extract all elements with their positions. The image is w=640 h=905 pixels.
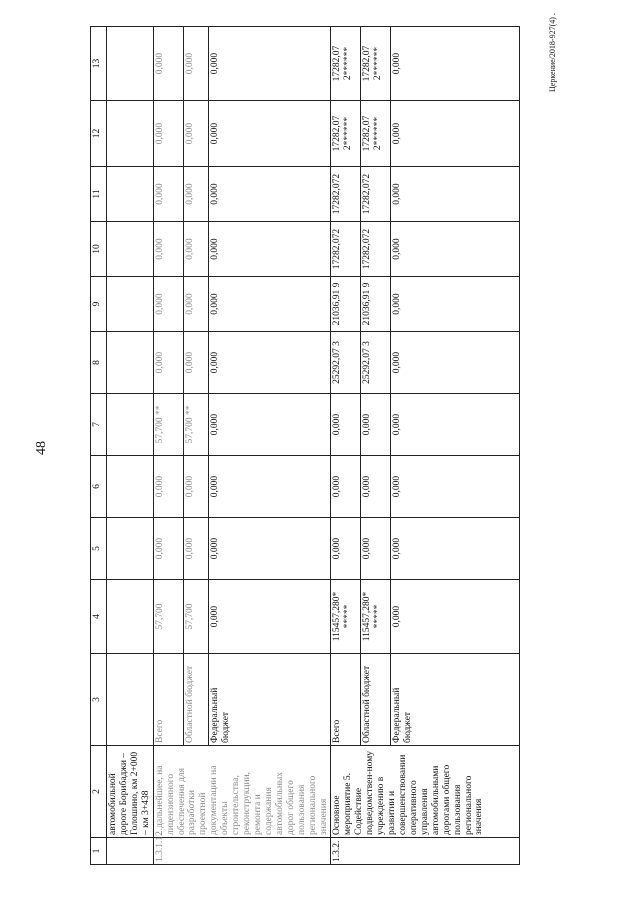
funding-source: Федеральный бюджет xyxy=(208,654,331,746)
budget-table-container xyxy=(90,27,520,865)
value-cell xyxy=(107,332,154,394)
value-cell: 115457,280* ***** xyxy=(361,580,391,654)
value-cell: 0,000 xyxy=(361,394,391,456)
value-cell: 0,000 xyxy=(391,456,520,518)
funding-source: Областной бюджет xyxy=(184,654,209,746)
value-cell: 0,000 xyxy=(184,222,209,277)
value-cell: 0,000 xyxy=(208,101,331,167)
funding-source: Федеральный бюджет xyxy=(391,654,520,746)
table-row xyxy=(391,27,520,865)
value-cell: 0,000 xyxy=(391,27,520,101)
value-cell: 25292,07 3 xyxy=(361,332,391,394)
row-description: автомобильной дороге Борибаджи – Голошино, км 2+000 – км 3+438 xyxy=(107,746,154,838)
value-cell: 0,000 xyxy=(153,277,184,332)
table-row xyxy=(153,27,184,865)
column-header: 11 xyxy=(91,167,107,222)
row-description: ...дальнейшее, на лицензионного обеспечения для разработки проектной документации на объекты строительства, реконструкции, ремонта и содержания автомобильных дорог общего пользования регионального значения xyxy=(153,746,331,838)
value-cell: 57,700 xyxy=(184,580,209,654)
value-cell: 21036,91 9 xyxy=(361,277,391,332)
column-header: 8 xyxy=(91,332,107,394)
column-header: 3 xyxy=(91,654,107,746)
column-header: 9 xyxy=(91,277,107,332)
value-cell: 0,000 xyxy=(153,332,184,394)
table-row xyxy=(331,27,361,865)
value-cell: 0,000 xyxy=(153,101,184,167)
value-cell: 0,000 xyxy=(208,518,331,580)
value-cell xyxy=(107,101,154,167)
value-cell: 0,000 xyxy=(184,332,209,394)
value-cell: 0,000 xyxy=(184,518,209,580)
table-row xyxy=(184,27,209,865)
value-cell: 57,700 ** xyxy=(184,394,209,456)
budget-table xyxy=(90,26,520,865)
funding-source: Всего xyxy=(153,654,184,746)
row-description: Основное мероприятие 5. Содействие подведомствен-ному учреждению в развитии и совершенствовании оперативного управления автомобильными дорогами общего пользования регионального значения xyxy=(331,746,520,838)
funding-source: Всего xyxy=(331,654,361,746)
value-cell xyxy=(107,518,154,580)
funding-source: Областной бюджет xyxy=(361,654,391,746)
value-cell: 0,000 xyxy=(331,394,361,456)
value-cell: 0,000 xyxy=(208,277,331,332)
value-cell: 0,000 xyxy=(208,580,331,654)
row-code: 1.3.1.12 xyxy=(153,838,331,865)
column-header: 12 xyxy=(91,101,107,167)
value-cell: 17282,072 xyxy=(361,167,391,222)
value-cell: 0,000 xyxy=(361,518,391,580)
value-cell: 0,000 xyxy=(391,277,520,332)
value-cell: 17282,07 2****** xyxy=(361,27,391,101)
value-cell: 0,000 xyxy=(153,27,184,101)
value-cell: 17282,07 2****** xyxy=(361,101,391,167)
value-cell xyxy=(107,27,154,101)
value-cell: 0,000 xyxy=(184,456,209,518)
column-header: 1 xyxy=(91,838,107,865)
value-cell: 0,000 xyxy=(208,27,331,101)
value-cell: 0,000 xyxy=(153,518,184,580)
value-cell: 25292,07 3 xyxy=(331,332,361,394)
value-cell: 0,000 xyxy=(153,167,184,222)
value-cell xyxy=(107,222,154,277)
value-cell: 0,000 xyxy=(391,332,520,394)
value-cell xyxy=(107,167,154,222)
value-cell: 0,000 xyxy=(208,456,331,518)
value-cell: 0,000 xyxy=(184,101,209,167)
table-row xyxy=(107,27,154,865)
value-cell: 57,700 xyxy=(153,580,184,654)
value-cell: 17282,072 xyxy=(361,222,391,277)
table-row xyxy=(361,27,391,865)
value-cell: 17282,072 xyxy=(331,167,361,222)
value-cell: 0,000 xyxy=(331,518,361,580)
document-reference: Церкение/2018-927(4) . xyxy=(548,13,557,92)
value-cell: 0,000 xyxy=(208,332,331,394)
column-header: 6 xyxy=(91,456,107,518)
column-number-row xyxy=(91,27,107,865)
value-cell: 0,000 xyxy=(361,456,391,518)
row-code xyxy=(107,838,154,865)
value-cell: 21036,91 9 xyxy=(331,277,361,332)
value-cell: 0,000 xyxy=(391,167,520,222)
value-cell: 0,000 xyxy=(208,222,331,277)
value-cell: 0,000 xyxy=(153,456,184,518)
column-header: 4 xyxy=(91,580,107,654)
funding-source xyxy=(107,654,154,746)
value-cell: 17282,07 2****** xyxy=(331,101,361,167)
value-cell xyxy=(107,394,154,456)
column-header: 5 xyxy=(91,518,107,580)
value-cell xyxy=(107,456,154,518)
value-cell: 0,000 xyxy=(153,222,184,277)
value-cell xyxy=(107,580,154,654)
value-cell: 17282,07 2****** xyxy=(331,27,361,101)
value-cell: 17282,072 xyxy=(331,222,361,277)
value-cell: 57,700 ** xyxy=(153,394,184,456)
column-header: 2 xyxy=(91,746,107,838)
value-cell: 0,000 xyxy=(184,167,209,222)
value-cell: 0,000 xyxy=(391,222,520,277)
value-cell: 0,000 xyxy=(331,456,361,518)
table-row xyxy=(208,27,331,865)
value-cell: 0,000 xyxy=(184,277,209,332)
value-cell: 0,000 xyxy=(184,27,209,101)
value-cell: 0,000 xyxy=(208,394,331,456)
row-code: 1.3.2. xyxy=(331,838,520,865)
page-number: 48 xyxy=(34,441,49,455)
value-cell: 0,000 xyxy=(391,394,520,456)
column-header: 10 xyxy=(91,222,107,277)
value-cell: 115457,280* ***** xyxy=(331,580,361,654)
value-cell: 0,000 xyxy=(391,580,520,654)
value-cell: 0,000 xyxy=(391,101,520,167)
value-cell: 0,000 xyxy=(208,167,331,222)
column-header: 7 xyxy=(91,394,107,456)
column-header: 13 xyxy=(91,27,107,101)
value-cell: 0,000 xyxy=(391,518,520,580)
value-cell xyxy=(107,277,154,332)
